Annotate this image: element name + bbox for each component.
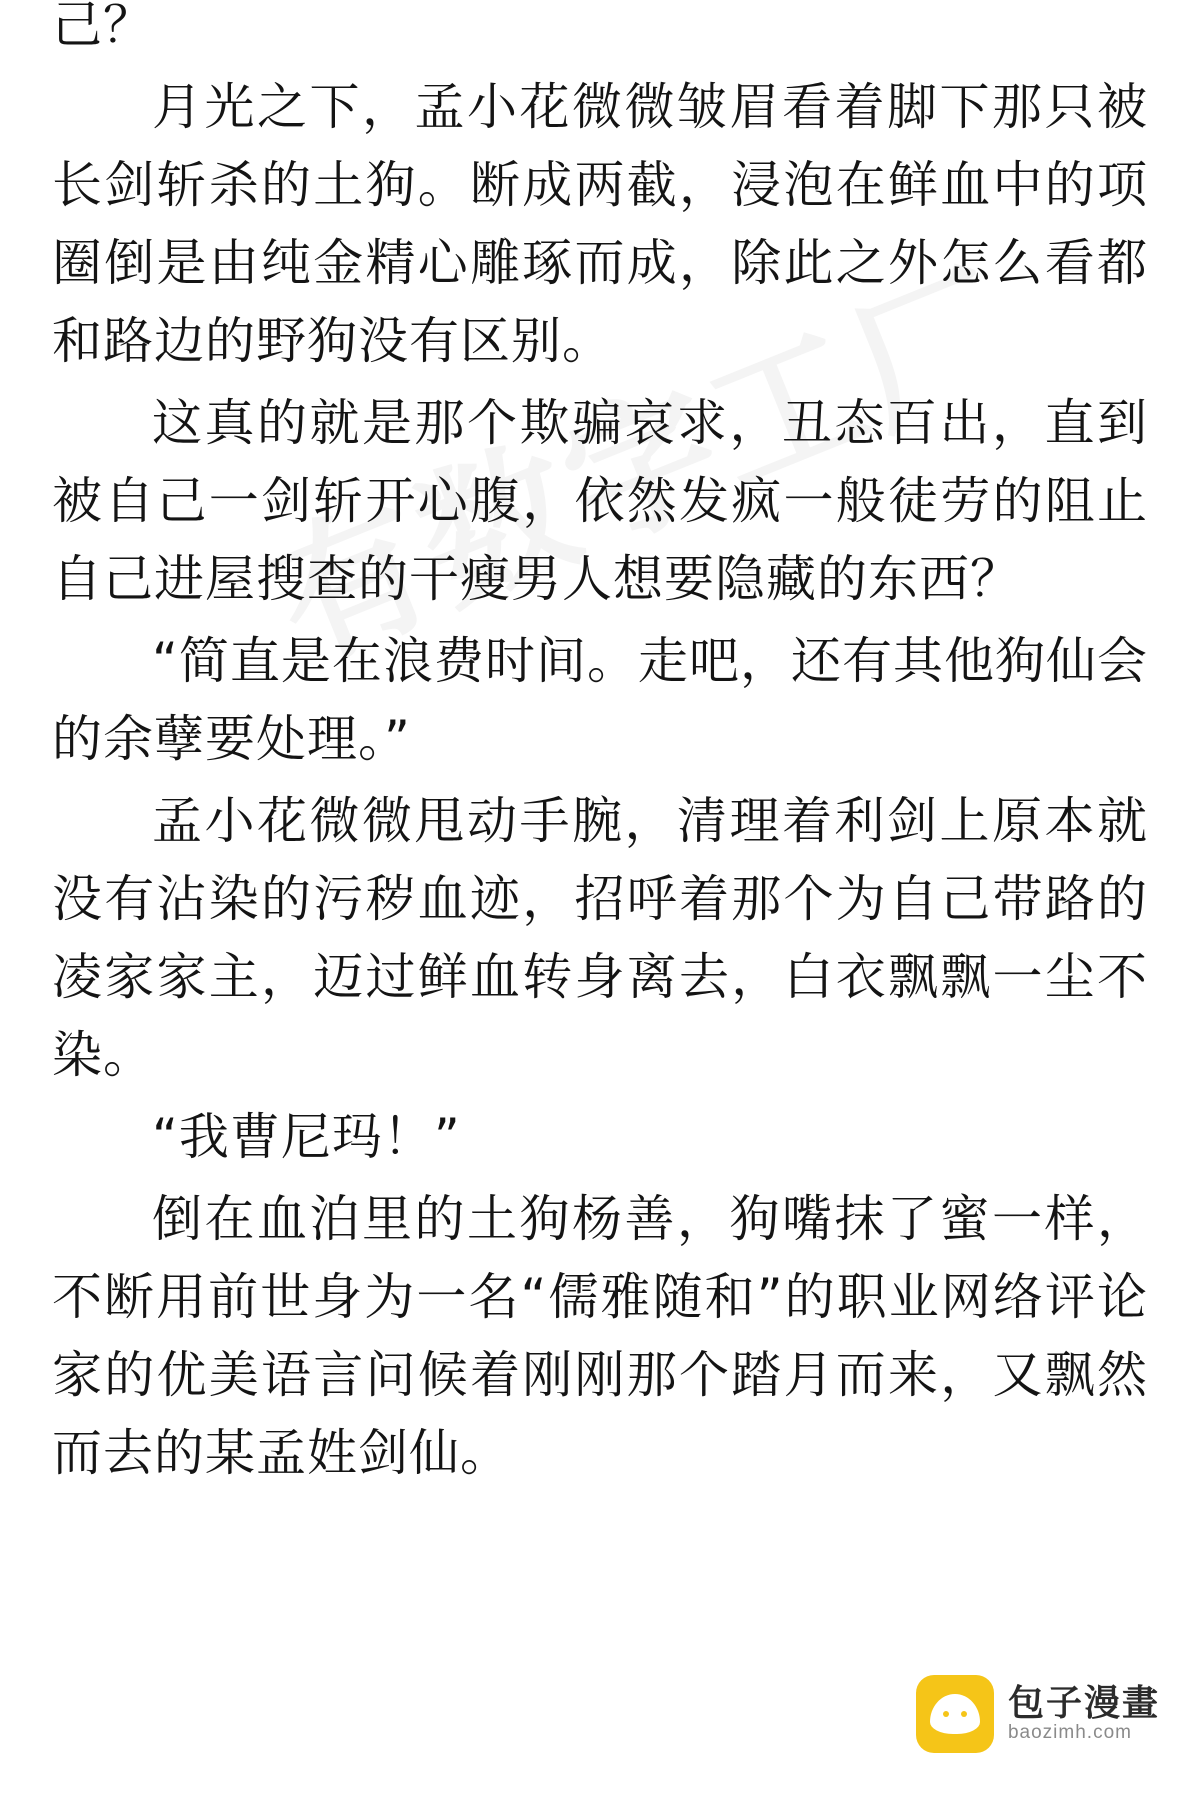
paragraph: 这真的就是那个欺骗哀求，丑态百出，直到被自己一剑斩开心腹，依然发疯一般徒劳的阻止自己进屋搜查的干瘦男人想要隐藏的东西？ <box>52 394 1148 608</box>
bun-icon <box>916 1675 994 1753</box>
site-watermark-logo <box>916 1675 1160 1753</box>
paragraph: “简直是在浪费时间。走吧，还有其他狗仙会的余孽要处理。” <box>52 632 1148 768</box>
brand-text <box>1008 1685 1160 1743</box>
paragraph: 月光之下，孟小花微微皱眉看着脚下那只被长剑斩杀的土狗。断成两截，浸泡在鲜血中的项圈倒是由纯金精心雕琢而成，除此之外怎么看都和路边的野狗没有区别。 <box>52 78 1148 370</box>
novel-text-body <box>52 0 1148 1492</box>
paragraph: 孟小花微微甩动手腕，清理着利剑上原本就没有沾染的污秽血迹，招呼着那个为自己带路的凌家家主，迈过鲜血转身离去，白衣飘飘一尘不染。 <box>52 792 1148 1084</box>
paragraph: 倒在血泊里的土狗杨善，狗嘴抹了蜜一样，不断用前世身为一名“儒雅随和”的职业网络评论家的优美语言问候着刚刚那个踏月而来，又飘然而去的某孟姓剑仙。 <box>52 1190 1148 1482</box>
paragraph: “我曹尼玛！” <box>152 1108 461 1166</box>
brand-domain: baozimh.com <box>1007 1721 1132 1743</box>
paragraph: 己？ <box>52 0 154 54</box>
brand-name-cn: 包子漫畫 <box>1007 1683 1160 1725</box>
